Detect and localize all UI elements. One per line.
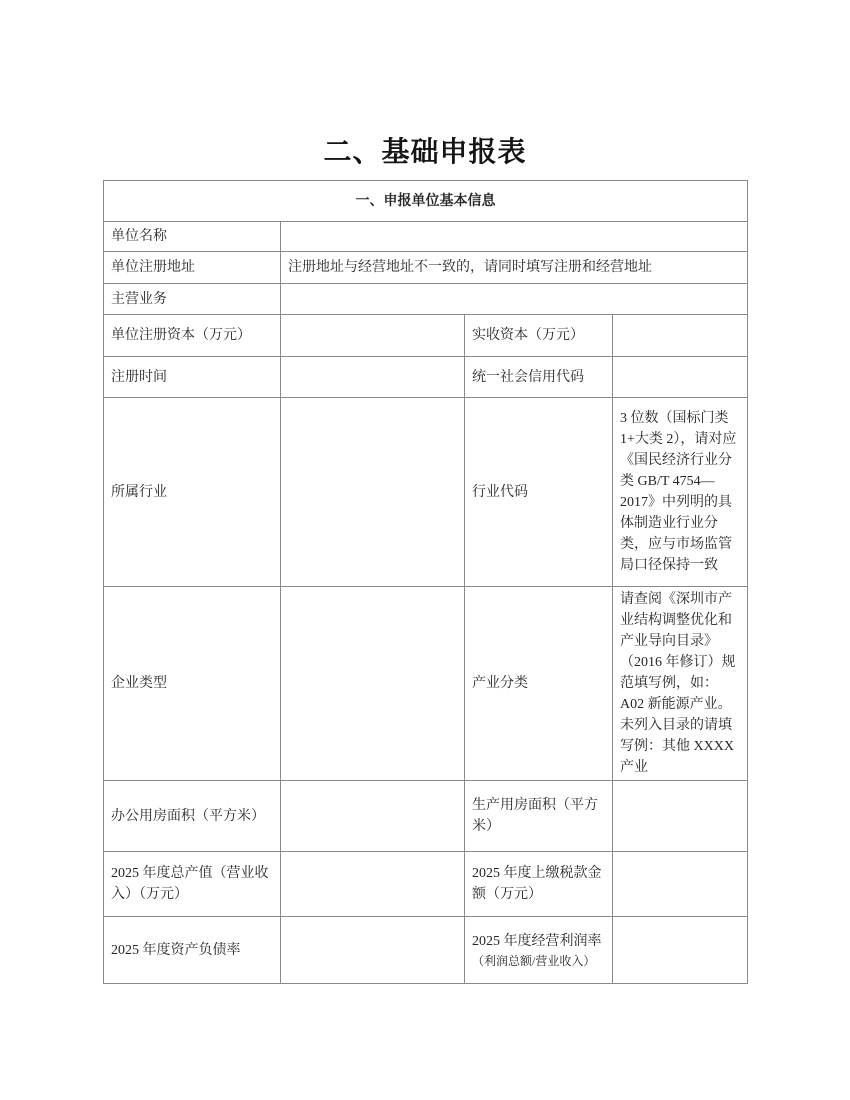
value-profit-margin xyxy=(613,917,748,984)
value-registered-capital xyxy=(281,315,465,357)
label-registered-address: 单位注册地址 xyxy=(104,252,281,284)
row-registered-capital xyxy=(104,315,748,357)
value-registration-time xyxy=(281,357,465,398)
label-production-area: 生产用房面积（平方米） xyxy=(465,781,613,852)
label-registration-time: 注册时间 xyxy=(104,357,281,398)
basic-declaration-table xyxy=(103,180,748,984)
row-enterprise-type xyxy=(104,587,748,781)
row-registration-time xyxy=(104,357,748,398)
label-industry-code: 行业代码 xyxy=(465,398,613,587)
note-industry-code: 3 位数（国标门类 1+大类 2），请对应《国民经济行业分类 GB/T 4754—2017》中列明的具体制造业行业分类，应与市场监管局口径保持一致 xyxy=(613,398,748,587)
row-industry xyxy=(104,398,748,587)
value-paid-in-capital xyxy=(613,315,748,357)
value-enterprise-type xyxy=(281,587,465,781)
profit-margin-main-label: 2025 年度经营利润率 xyxy=(472,933,602,949)
row-office-area xyxy=(104,781,748,852)
profit-margin-sub-label: （利润总额/营业收入） xyxy=(472,953,596,968)
label-enterprise-type: 企业类型 xyxy=(104,587,281,781)
section-header: 一、申报单位基本信息 xyxy=(104,181,748,222)
label-credit-code: 统一社会信用代码 xyxy=(465,357,613,398)
label-office-area: 办公用房面积（平方米） xyxy=(104,781,281,852)
row-debt-ratio xyxy=(104,917,748,984)
section-header-row xyxy=(104,181,748,222)
value-main-business xyxy=(281,284,748,315)
row-unit-name xyxy=(104,222,748,252)
label-unit-name: 单位名称 xyxy=(104,222,281,252)
row-output-value xyxy=(104,852,748,917)
label-profit-margin xyxy=(465,917,613,984)
label-industry: 所属行业 xyxy=(104,398,281,587)
value-tax-paid xyxy=(613,852,748,917)
row-main-business xyxy=(104,284,748,315)
value-production-area xyxy=(613,781,748,852)
note-industry-classification: 请查阅《深圳市产业结构调整优化和产业导向目录》（2016 年修订）规范填写例，如：A02 新能源产业。未列入目录的请填写例：其他 XXXX 产业 xyxy=(613,587,748,781)
value-unit-name xyxy=(281,222,748,252)
row-registered-address xyxy=(104,252,748,284)
value-debt-ratio xyxy=(281,917,465,984)
label-paid-in-capital: 实收资本（万元） xyxy=(465,315,613,357)
value-credit-code xyxy=(613,357,748,398)
label-tax-paid: 2025 年度上缴税款金额（万元） xyxy=(465,852,613,917)
label-debt-ratio: 2025 年度资产负债率 xyxy=(104,917,281,984)
value-registered-address: 注册地址与经营地址不一致的，请同时填写注册和经营地址 xyxy=(281,252,748,284)
value-industry xyxy=(281,398,465,587)
label-registered-capital: 单位注册资本（万元） xyxy=(104,315,281,357)
value-office-area xyxy=(281,781,465,852)
value-output-value xyxy=(281,852,465,917)
label-industry-classification: 产业分类 xyxy=(465,587,613,781)
label-main-business: 主营业务 xyxy=(104,284,281,315)
label-output-value: 2025 年度总产值（营业收入）（万元） xyxy=(104,852,281,917)
document-title: 二、基础申报表 xyxy=(323,137,527,168)
